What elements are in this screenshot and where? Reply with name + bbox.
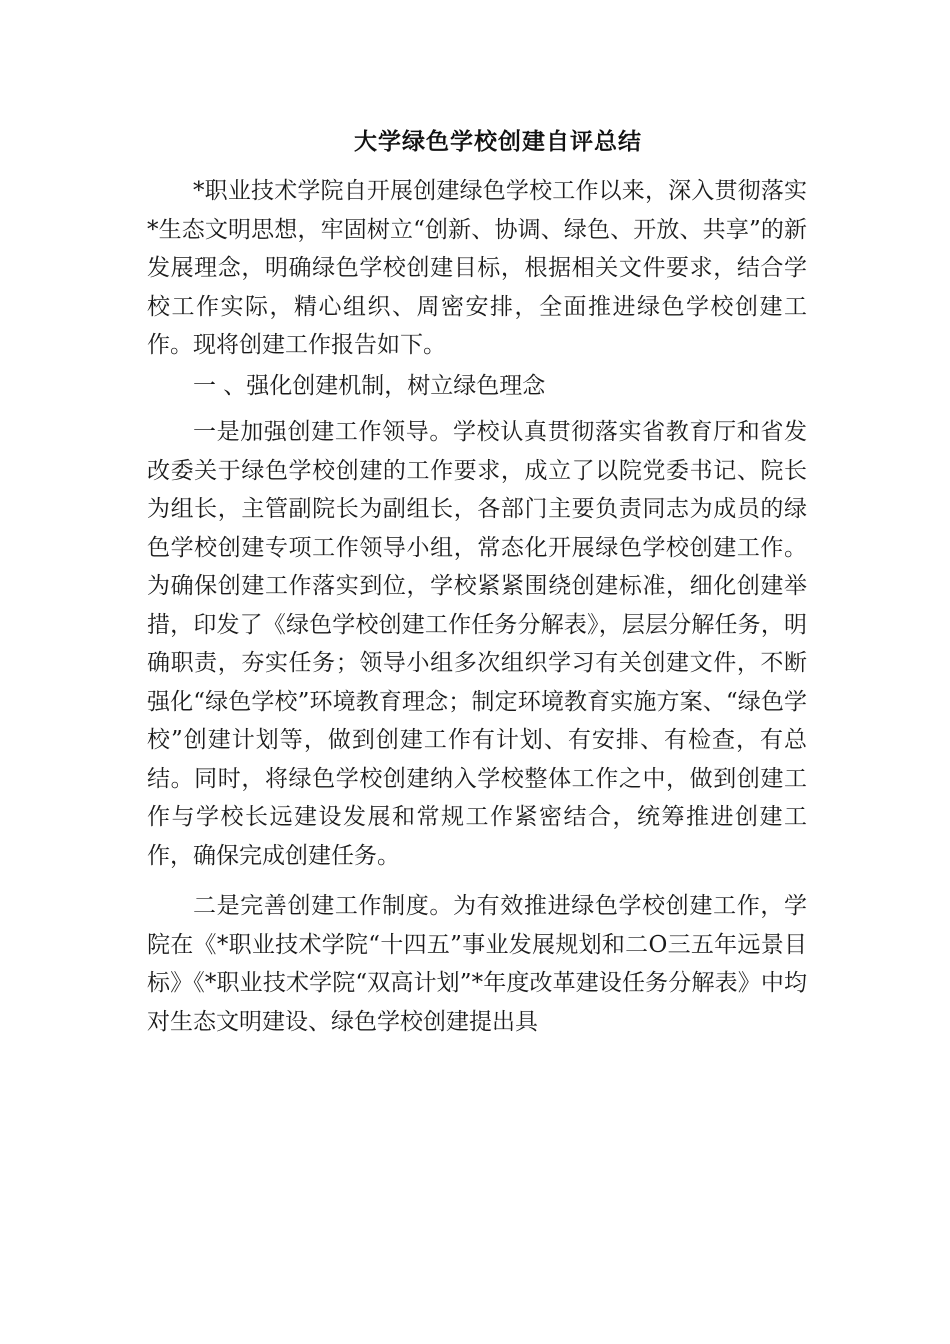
section-heading: 一 、强化创建机制，树立绿色理念: [193, 372, 546, 399]
body-paragraph: 二是完善创建工作制度。为有效推进绿色学校创建工作，学院在《*职业技术学院“十四五”事业发展规划和二O三五年远景目标》《*职业技术学院“双高计划”*年度改革建设任务分解表》中均对生态文明建设、绿色学校创建提出具: [147, 893, 807, 1035]
document-title: 大学绿色学校创建自评总结: [354, 129, 642, 155]
intro-paragraph: *职业技术学院自开展创建绿色学校工作以来，深入贯彻落实*生态文明思想，牢固树立“创新、协调、绿色、开放、共享”的新发展理念，明确绿色学校创建目标，根据相关文件要求，结合学校工作实际，精心组织、周密安排，全面推进绿色学校创建工作。现将创建工作报告如下。: [147, 178, 807, 358]
document-body: [147, 172, 807, 1041]
body-paragraph: 一是加强创建工作领导。学校认真贯彻落实省教育厅和省发改委关于绿色学校创建的工作要求，成立了以院党委书记、院长为组长，主管副院长为副组长，各部门主要负责同志为成员的绿色学校创建专项工作领导小组，常态化开展绿色学校创建工作。为确保创建工作落实到位，学校紧紧围绕创建标准，细化创建举措，印发了《绿色学校创建工作任务分解表》，层层分解任务，明确职责，夯实任务；领导小组多次组织学习有关创建文件，不断强化“绿色学校”环境教育理念；制定环境教育实施方案、“绿色学校”创建计划等，做到创建工作有计划、有安排、有检查，有总结。同时，将绿色学校创建纳入学校整体工作之中，做到创建工作与学校长远建设发展和常规工作紧密结合，统筹推进创建工作，确保完成创建任务。: [147, 419, 807, 869]
